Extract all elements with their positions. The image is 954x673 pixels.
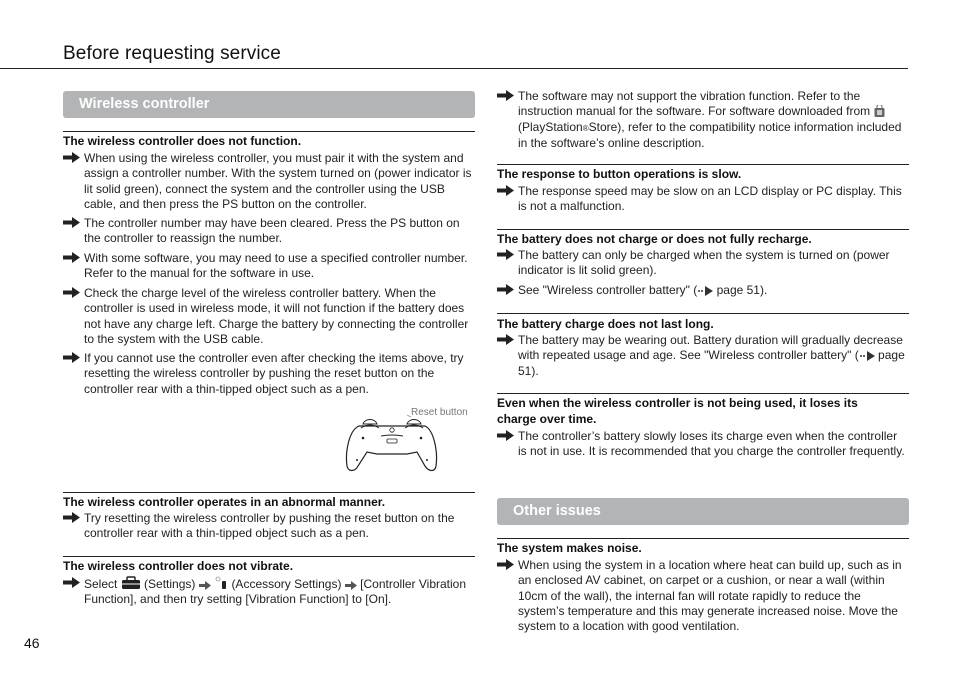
accessory-settings-icon [214, 576, 228, 590]
settings-text: (Settings) [144, 577, 196, 591]
item-text: The response speed may be slow on an LCD display or PC display. This is not a malfunction. [518, 184, 902, 214]
item-text: Check the charge level of the wireless controller battery. When the controller is used in wireless mode, it will not function if the battery does not have any charge left. Charge the battery by connecting the controller to the system with the USB cable. [84, 286, 469, 346]
topic-rule [497, 538, 909, 539]
topic-heading: The system makes noise. [497, 541, 642, 555]
arrow-right-icon [63, 217, 80, 228]
arrow-right-icon [497, 559, 514, 570]
section-title: Other issues [513, 503, 601, 519]
arrow-right-icon [63, 252, 80, 263]
page-number: 46 [24, 635, 40, 651]
topic-rule [63, 492, 475, 493]
select-text: Select [84, 577, 118, 591]
list-item [63, 151, 475, 212]
list-item [497, 89, 909, 151]
page-reference: page 51). [518, 348, 905, 378]
arrow-right-icon [497, 249, 514, 260]
list-item [63, 576, 475, 608]
topic-rule [497, 229, 909, 230]
arrow-right-icon [497, 430, 514, 441]
item-text: The battery can only be charged when the system is turned on (power indicator is lit solid green). [518, 248, 890, 278]
arrow-right-icon [497, 284, 514, 295]
list-item [497, 283, 909, 298]
list-item [497, 333, 909, 379]
item-text: When using the wireless controller, you must pair it with the system and assign a controller number. With the system turned on (power indicator is lit solid green), connect the system and the controller using the USB cable, and then press the PS button on the controller. [84, 151, 472, 211]
playstation-store-icon [874, 105, 885, 117]
store-text: Store), refer to the compatibility notice information included in the software’s online description. [518, 119, 902, 150]
arrow-right-icon [63, 512, 80, 523]
topic-rule [63, 556, 475, 557]
topic-heading: The battery does not charge or does not fully recharge. [497, 232, 812, 246]
list-item [497, 184, 909, 215]
item-text [518, 89, 909, 151]
vibration-text: [Controller Vibration Function], and then try setting [Vibration Function] to [On]. [84, 577, 467, 607]
page-reference: page 51). [716, 283, 768, 297]
battery-wear-text: The battery may be wearing out. Battery duration will gradually decrease with repeated usage and age. See "Wireless controller battery" ( [518, 333, 903, 363]
topic-heading: The wireless controller does not vibrate. [63, 559, 294, 573]
arrow-right-icon [497, 90, 514, 101]
list-item [497, 429, 909, 460]
item-text: The controller number may have been cleared. Press the PS button on the controller to reassign the number. [84, 216, 460, 246]
list-item [63, 511, 475, 542]
list-item [497, 248, 909, 279]
arrow-right-icon [199, 581, 211, 590]
item-text [518, 283, 909, 298]
arrow-right-icon [497, 185, 514, 196]
arrow-right-icon [497, 334, 514, 345]
topic-rule [63, 131, 475, 132]
section-bar-wireless-controller [63, 91, 475, 118]
topic-rule [497, 313, 909, 314]
topic-heading: The wireless controller does not function. [63, 134, 302, 148]
item-text [84, 576, 475, 608]
list-item [63, 251, 475, 282]
topic-rule [497, 393, 909, 394]
item-text: When using the system in a location where heat can build up, such as in an enclosed AV cabinet, on carpet or a cushion, or near a wall (within 10cm of the wall), the internal fan will rotate rapidly to reduce the system’s temperature and this may generate increased noise. Move the system to a location with good ventilation. [518, 558, 902, 634]
item-text: The controller’s battery slowly loses its charge even when the controller is not in use. It is recommended that you charge the controller frequently. [518, 429, 905, 459]
arrow-right-icon [63, 287, 80, 298]
section-bar-other-issues [497, 498, 909, 525]
see-text: See "Wireless controller battery" ( [518, 283, 698, 297]
item-text: If you cannot use the controller even after checking the items above, try resetting the wireless controller by pushing the reset button on the controller rear with a thin-tipped object such as a pen. [84, 351, 464, 396]
topic-heading: Even when the wireless controller is not being used, it loses its charge over time. [497, 396, 858, 426]
topic-heading: The battery charge does not last long. [497, 317, 714, 331]
playstation-text: (PlayStation [518, 119, 583, 134]
intro-text: The software may not support the vibration function. Refer to the instruction manual for the software. For software downloaded from [518, 89, 871, 119]
arrow-right-icon [63, 152, 80, 163]
reset-button-label: Reset button [411, 407, 468, 418]
list-item [497, 558, 909, 634]
list-item [63, 351, 475, 397]
item-text: With some software, you may need to use a specified controller number. Refer to the manual for the software in use. [84, 251, 468, 281]
controller-illustration [345, 412, 440, 474]
topic-rule [497, 164, 909, 165]
topic-heading: The wireless controller operates in an abnormal manner. [63, 495, 386, 509]
accessory-settings-text: (Accessory Settings) [231, 577, 342, 591]
topic-heading: The response to button operations is slow. [497, 167, 742, 181]
section-title: Wireless controller [79, 96, 210, 112]
title-rule [0, 68, 908, 69]
list-item [63, 286, 475, 347]
registered-mark: ® [582, 123, 589, 133]
page-reference-icon [697, 286, 713, 296]
item-text [518, 333, 909, 379]
item-text: Try resetting the wireless controller by pushing the reset button on the controller rear with a thin-tipped object such as a pen. [84, 511, 455, 541]
arrow-right-icon [63, 577, 80, 588]
arrow-right-icon [345, 581, 357, 590]
page-title: Before requesting service [63, 43, 281, 64]
toolbox-icon [121, 576, 141, 590]
page-reference-icon [859, 351, 875, 361]
list-item [63, 216, 475, 247]
arrow-right-icon [63, 352, 80, 363]
